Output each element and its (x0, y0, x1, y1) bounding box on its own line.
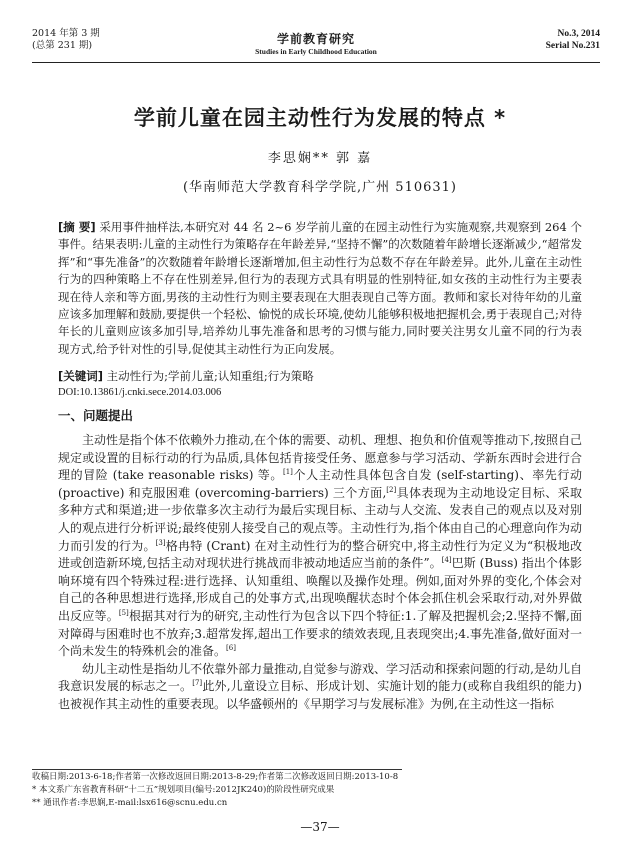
text-run: 格冉特 (Crant) 在对主动性行为的整合研究中,将主动性行为定义为“积极地改进或创造新环境,包括主动对现状进行挑战而非被动地适应当前的条件”。 (58, 538, 582, 571)
journal-title-cn: 学前教育研究 (276, 32, 355, 46)
citation: [6] (226, 644, 236, 653)
citation: [5] (118, 608, 129, 617)
article-authors: 李思娴** 郭 嘉 (267, 151, 373, 166)
text-run: 主动性是指个体不依赖外力推动,在个体的需要、动机、理想、抱负和价值观等推动下,按照自己规定或设置的目标行动的行为品质,具体包括肯接受任务、愿意参与学习活动、学新东西时会进行合理的冒险 (take reasonable risks) 等。 (58, 433, 582, 483)
text-run: 个人主动性具体包含自发 (self-starting)、率先行动 (proactive) 和克服困难 (overcoming-barriers) 三个方面, (58, 468, 582, 500)
paragraph (58, 432, 582, 661)
running-header (32, 28, 600, 64)
text-run: 巴斯 (Buss) 指出个体影响环境有四个特殊过程:进行选择、认知重组、唤醒以及操作处理。例如,面对外界的变化,个体会对自己的各种思想进行选择,形成自己的处事方式,出现唤醒状态时个体会抓住机会采取行动,对外界做出反应等。 (58, 556, 582, 623)
abstract-text: 采用事件抽样法,本研究对 44 名 2~6 岁学前儿童的在园主动性行为实施观察,共观察到 264 个事件。结果表明:儿童的主动性行为策略存在年龄差异,“坚持不懈”的次数随着年龄增长逐渐减少,“超常发挥”和“事先准备”的次数随着年龄增长逐渐增加,但主动性行为总数不存在年龄差异。此外,儿童在主动性行为的四种策略上不存在性别差异,但行为的表现方式具有明显的性别特征,如女孩的主动性行为主要表现在待人亲和等方面,男孩的主动性行为则主要表现在大胆表现自己等方面。教师和家长对待年幼的儿童应该多加理解和鼓励,要提供一个轻松、愉悦的成长环境,使幼儿能够积极地把握机会,勇于表现自己;对待年长的儿童则应该多加引导,培养幼儿事先准备和思考的习惯与能力,同时要关注男女儿童不同的行为表现方式,给予针对性的引导,促使其主动性行为正向发展。 (58, 220, 583, 356)
doi: DOI:10.13861/j.cnki.sece.2014.03.006 (58, 387, 222, 398)
footnote-divider (32, 769, 402, 770)
citation: [1] (283, 468, 293, 477)
page-number: —37— (300, 820, 340, 834)
citation: [7] (192, 679, 203, 688)
footnote-received: 收稿日期:2013-6-18;作者第一次修改返回日期:2013-8-29;作者第二次修改返回日期:2013-10-8 (32, 772, 399, 782)
issue-line: 2014 年第 3 期 (32, 28, 100, 39)
keywords (58, 368, 582, 384)
paragraph (58, 661, 582, 714)
text-run: 根据其对行为的研究,主动性行为包含以下四个特征:1.了解及把握机会;2.坚持不懈,面对障碍与困难时也不放弃;3.超常发挥,超出工作要求的绩效表现,且表现突出;4.事先准备,做好面对一个尚未发生的特殊机会的准备。 (58, 608, 582, 659)
text-run: 幼儿主动性是指幼儿不依靠外部力量推动,自觉参与游戏、学习活动和探索问题的行动,是幼儿自我意识发展的标志之一。 (58, 661, 582, 694)
issue-info-en (546, 28, 600, 52)
journal-name (32, 30, 600, 56)
serial-line: (总第 231 期) (32, 40, 93, 51)
author-affiliation: (华南师范大学教育科学学院,广州 510631) (182, 180, 458, 195)
keywords-label: [关键词] (58, 369, 104, 383)
article-title: 学前儿童在园主动性行为发展的特点 * (133, 106, 507, 130)
footnote-funding: * 本文系广东省教育科研“十二五”规划项目(编号:2012JK240)的阶段性研究成果 (32, 785, 335, 795)
citation: [4] (441, 556, 452, 565)
keywords-text: 主动性行为;学前儿童;认知重组;行为策略 (103, 369, 314, 383)
serial-line-en: Serial No.231 (545, 41, 600, 51)
text-run: 具体表现为主动地设定目标、采取多种方式和渠道;进一步依靠多次主动行为最后实现目标、主动与人交流、发表自己的观点以及对别人的观点进行分析评说;最终使别人接受自己的观点等。主动性行为,指个体由自己的心理意向作为动力而引发的行为。 (58, 485, 582, 553)
section-heading: 一、问题提出 (58, 408, 134, 423)
journal-title-en: Studies in Early Childhood Education (255, 47, 377, 56)
abstract (58, 219, 582, 358)
text-run: 此外,儿童设立目标、形成计划、实施计划的能力(或称自我组织的能力)也被视作其主动性的重要表现。以华盛顿州的《早期学习与发展标准》为例,在主动性这一指标 (58, 679, 582, 711)
header-divider (32, 62, 600, 63)
citation: [3] (155, 538, 166, 547)
footnote-correspondence: ** 通讯作者:李思娴,E-mail:lsx616@scnu.edu.cn (32, 798, 228, 808)
citation: [2] (386, 485, 397, 494)
abstract-label: [摘 要] (58, 220, 96, 234)
issue-line-en: No.3, 2014 (557, 29, 600, 39)
body-text (58, 432, 582, 714)
